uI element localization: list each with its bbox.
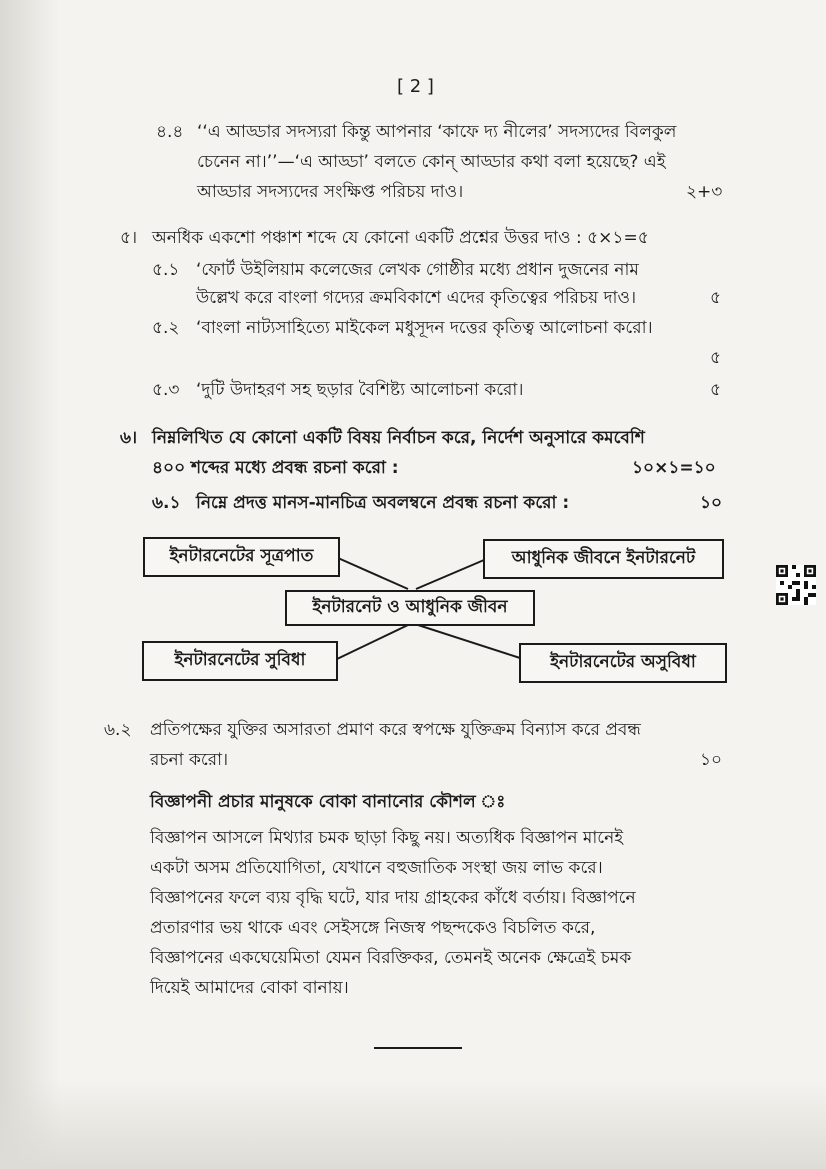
q5-3-marks: ৫: [710, 380, 722, 400]
q6-line-1: নিম্নলিখিত যে কোনো একটি বিষয় নির্বাচন করে, নির্দেশ অনুসারে কমবেশি: [152, 428, 645, 448]
mind-map-node-disadvantages: ইনটারনেটের অসুবিধা: [519, 643, 727, 683]
q6-1-marks: ১০: [700, 493, 723, 513]
qr-code-icon: [776, 565, 816, 605]
q5-2-marks: ৫: [710, 348, 722, 368]
q6-2-paragraph-line-3: বিজ্ঞাপনের ফলে ব্যয় বৃদ্ধি ঘটে, যার দায় গ্রাহকের কাঁধে বর্তায়। বিজ্ঞাপনে: [150, 888, 636, 908]
q4-4-marks: ২+৩: [686, 182, 723, 202]
q6-1-text: নিম্নে প্রদত্ত মানস-মানচিত্র অবলম্বনে প্রবন্ধ রচনা করো :: [196, 493, 570, 513]
q5-heading: অনধিক একশো পঞ্চাশ শব্দে যে কোনো একটি প্রশ্নের উত্তর দাও : ৫×১=৫: [152, 228, 649, 248]
q6-2-line-2: রচনা করো।: [150, 750, 229, 770]
q5-1-number: ৫.১: [152, 260, 180, 280]
q6-2-paragraph-line-6: দিয়েই আমাদের বোকা বানায়।: [150, 978, 349, 998]
q5-3-number: ৫.৩: [152, 380, 180, 400]
page-number: [ 2 ]: [397, 76, 434, 97]
q5-2-line-1: ‘বাংলা নাট্যসাহিত্যে মাইকেল মধুসূদন দত্তের কৃতিত্ব আলোচনা করো।: [196, 318, 653, 338]
end-rule: [374, 1047, 462, 1049]
q4-4-line-2: চেনেন না।’’—‘এ আড্ডা’ বলতে কোন্ আড্ডার কথা বলা হয়েছে? এই: [197, 152, 666, 172]
q5-number: ৫।: [120, 228, 138, 248]
q6-line-2: ৪০০ শব্দের মধ্যে প্রবন্ধ রচনা করো :: [152, 458, 399, 478]
q6-1-number: ৬.১: [152, 493, 181, 513]
q6-2-number: ৬.২: [104, 720, 132, 740]
q6-2-paragraph-line-1: বিজ্ঞাপন আসলে মিথ্যার চমক ছাড়া কিছু নয়। অত্যধিক বিজ্ঞাপন মানেই: [150, 828, 624, 848]
q6-2-topic-title: বিজ্ঞাপনী প্রচার মানুষকে বোকা বানানোর কৌশল ঃ: [150, 792, 506, 812]
q6-2-marks: ১০: [700, 750, 723, 770]
mind-map-node-advantages: ইনটারনেটের সুবিধা: [142, 641, 338, 681]
q5-3-line-1: ‘দুটি উদাহরণ সহ ছড়ার বৈশিষ্ট্য আলোচনা করো।: [196, 380, 524, 400]
q5-1-marks: ৫: [710, 288, 722, 308]
q6-2-line-1: প্রতিপক্ষের যুক্তির অসারতা প্রমাণ করে স্বপক্ষে যুক্তিক্রম বিন্যাস করে প্রবন্ধ: [150, 720, 641, 740]
mind-map-center-node: ইনটারনেট ও আধুনিক জীবন: [285, 590, 535, 626]
q5-1-line-1: ‘ফোর্ট উইলিয়াম কলেজের লেখক গোষ্ঠীর মধ্যে প্রধান দুজনের নাম: [196, 260, 639, 280]
q6-marks: ১০×১=১০: [632, 458, 716, 478]
q6-2-paragraph-line-2: একটা অসম প্রতিযোগিতা, যেখানে বহুজাতিক সংস্থা জয় লাভ করে।: [150, 858, 603, 878]
mind-map-node-modern-life: আধুনিক জীবনে ইনটারনেট: [483, 539, 724, 579]
mind-map-node-origin: ইনটারনেটের সূত্রপাত: [143, 537, 340, 577]
q6-number: ৬।: [120, 428, 138, 448]
q4-4-line-3: আড্ডার সদস্যদের সংক্ষিপ্ত পরিচয় দাও।: [197, 182, 464, 202]
q5-1-line-2: উল্লেখ করে বাংলা গদ্যের ক্রমবিকাশে এদের কৃতিত্বের পরিচয় দাও।: [196, 288, 637, 308]
q4-4-number: ৪.৪: [156, 122, 184, 142]
q5-2-number: ৫.২: [152, 318, 180, 338]
q4-4-line-1: ‘‘এ আড্ডার সদস্যরা কিন্তু আপনার ‘কাফে দ্য নীলের’ সদস্যদের বিলকুল: [197, 122, 677, 142]
q6-2-paragraph-line-4: প্রতারণার ভয় থাকে এবং সেইসঙ্গে নিজস্ব পছন্দকেও বিচলিত করে,: [150, 918, 596, 938]
q6-2-paragraph-line-5: বিজ্ঞাপনের একঘেয়েমিতা যেমন বিরক্তিকর, তেমনই অনেক ক্ষেত্রেই চমক: [150, 948, 632, 968]
